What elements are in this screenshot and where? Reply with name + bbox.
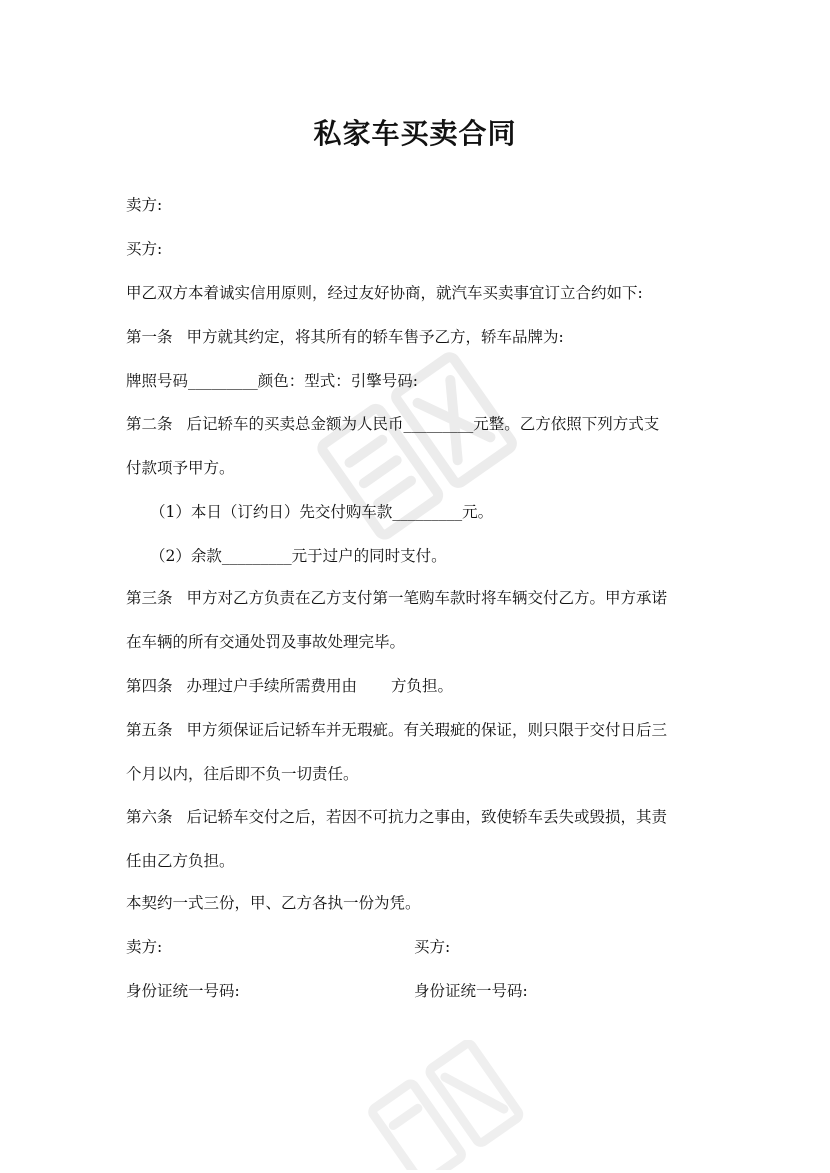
article-5-text-1: 甲方须保证后记轿车并无瑕疵。有关瑕疵的保证，则只限于交付日后三 — [186, 721, 668, 739]
signature-buyer: 买方: — [414, 938, 451, 956]
article-6-text-1: 后记轿车交付之后，若因不可抗力之事由，致使轿车丢失或毁损，其责 — [186, 808, 668, 826]
article-3-text-1: 甲方对乙方负责在乙方支付第一笔购车款时将车辆交付乙方。甲方承诺 — [186, 589, 668, 607]
article-4-label: 第四条 — [126, 677, 173, 695]
article-4 — [126, 674, 453, 698]
article-3-line-2: 在车辆的所有交通处罚及事故处理完毕。 — [126, 633, 406, 651]
copies-clause: 本契约一式三份，甲、乙方各执一份为凭。 — [126, 894, 421, 912]
article-3-line-1 — [126, 586, 667, 610]
article-1-text: 甲方就其约定，将其所有的轿车售予乙方，轿车品牌为: — [186, 328, 564, 346]
article-2-text-1: 后记轿车的买卖总金额为人民币_________元整。乙方依照下列方式支 — [186, 415, 660, 433]
buyer-line: 买方: — [126, 240, 163, 258]
payment-item-2: （2）余款_________元于过户的同时支付。 — [150, 547, 447, 565]
seller-line: 卖方: — [126, 196, 163, 214]
article-5-line-1 — [126, 718, 667, 742]
article-1-label: 第一条 — [126, 328, 173, 346]
signature-seller: 卖方: — [126, 938, 163, 956]
article-3-label: 第三条 — [126, 589, 173, 607]
article-1 — [126, 325, 564, 349]
article-2-label: 第二条 — [126, 415, 173, 433]
article-6-label: 第六条 — [126, 808, 173, 826]
article-2-line-1 — [126, 412, 659, 436]
seller-id-number: 身份证统一号码: — [126, 982, 240, 1000]
watermark-logo — [300, 330, 540, 570]
article-4-text-b: 方负担。 — [391, 677, 454, 695]
article-6-line-1 — [126, 805, 667, 829]
article-5-label: 第五条 — [126, 721, 173, 739]
article-6-line-2: 任由乙方负担。 — [126, 852, 235, 870]
watermark-logo-bottom — [350, 1040, 530, 1170]
intro-paragraph: 甲乙双方本着诚实信用原则，经过友好协商，就汽车买卖事宜订立合约如下: — [126, 284, 643, 302]
article-5-line-2: 个月以内，往后即不负一切责任。 — [126, 765, 359, 783]
article-4-text-a: 办理过户手续所需费用由 — [186, 677, 358, 695]
buyer-id-number: 身份证统一号码: — [414, 982, 528, 1000]
contract-title: 私家车买卖合同 — [313, 117, 517, 150]
article-2-line-2: 付款项予甲方。 — [126, 459, 235, 477]
payment-item-1: （1）本日（订约日）先交付购车款_________元。 — [150, 503, 494, 521]
plate-line: 牌照号码_________颜色：型式：引擎号码: — [126, 372, 418, 390]
